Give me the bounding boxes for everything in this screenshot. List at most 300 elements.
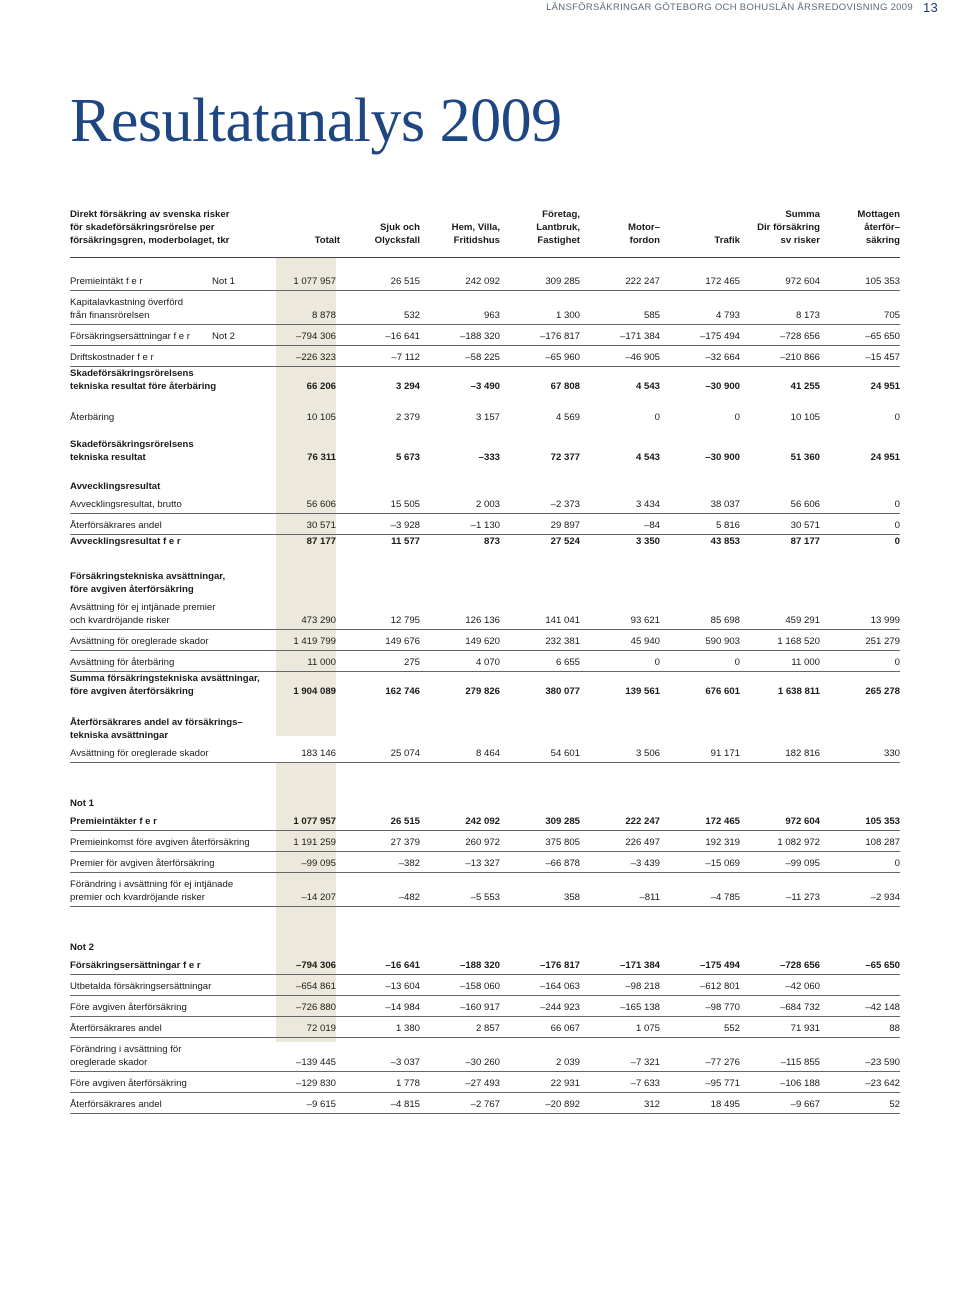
cell-summa: –42 060 (740, 975, 820, 996)
cell-summa: 10 105 (790, 412, 820, 423)
table-row (70, 672, 900, 699)
cell-totalt: –794 306 (276, 325, 340, 346)
cell-mottagen: 0 (820, 651, 900, 672)
cell-summa: –728 656 (740, 325, 820, 346)
cell-foretag: –244 923 (500, 996, 580, 1017)
cell-foretag: 67 808 (550, 381, 580, 392)
cell-totalt: –129 830 (276, 1072, 340, 1093)
cell-hem-villa-fritidshus: 279 826 (465, 686, 500, 697)
table-row (70, 291, 900, 325)
cell-trafik: –77 276 (660, 1038, 740, 1072)
cell-sjuk-och-olycksfall: –3 928 (340, 514, 420, 535)
cell-summa: –11 273 (740, 873, 820, 907)
cell-sjuk-och-olycksfall: 15 505 (340, 493, 420, 514)
cell-sjuk-och-olycksfall: 5 673 (395, 452, 420, 463)
cell-totalt: 66 206 (306, 381, 336, 392)
cell-sjuk-och-olycksfall: –13 604 (340, 975, 420, 996)
row-label: Återförsäkrares andel av försäkrings– tekniska avsättningar (70, 717, 243, 741)
cell-foretag: 309 285 (500, 810, 580, 831)
row-label: Avsättning för återbäring (70, 651, 276, 672)
cell-hem-villa-fritidshus: –158 060 (420, 975, 500, 996)
cell-motorfordon: 226 497 (580, 831, 660, 852)
table-row (70, 270, 900, 291)
cell-summa: –106 188 (740, 1072, 820, 1093)
column-header-sjuk-och-olycksfall: Sjuk och Olycksfall (340, 208, 420, 258)
cell-sjuk-och-olycksfall: 2 379 (395, 412, 420, 423)
row-label: Not 1 (70, 798, 94, 809)
spacer-row (70, 548, 900, 570)
cell-summa: 182 816 (740, 742, 820, 763)
cell-totalt: 11 000 (276, 651, 340, 672)
cell-summa: 1 638 811 (777, 686, 820, 697)
row-label: Driftskostnader f e r (70, 346, 212, 367)
cell-mottagen: 330 (820, 742, 900, 763)
cell-hem-villa-fritidshus: –160 917 (420, 996, 500, 1017)
cell-mottagen: 13 999 (820, 596, 900, 630)
cell-mottagen: 0 (894, 536, 900, 547)
spacer-row (70, 424, 900, 438)
cell-totalt: –14 207 (276, 873, 340, 907)
cell-foretag: 141 041 (500, 596, 580, 630)
row-note (212, 291, 276, 325)
cell-foretag: 27 524 (550, 536, 580, 547)
row-note: Not 2 (212, 325, 276, 346)
cell-mottagen: –23 642 (820, 1072, 900, 1093)
row-label: Avvecklingsresultat f e r (70, 536, 181, 547)
table-row (70, 996, 900, 1017)
cell-hem-villa-fritidshus: –188 320 (420, 325, 500, 346)
row-label: Förändring i avsättning för oreglerade skador (70, 1038, 276, 1072)
table-row (70, 1093, 900, 1114)
table-row (70, 346, 900, 367)
cell-sjuk-och-olycksfall: –382 (340, 852, 420, 873)
cell-sjuk-och-olycksfall: –16 641 (340, 325, 420, 346)
cell-hem-villa-fritidshus: –30 260 (420, 1038, 500, 1072)
cell-trafik: 4 793 (660, 291, 740, 325)
cell-totalt: 56 606 (276, 493, 340, 514)
table-row (70, 367, 900, 394)
cell-motorfordon: –3 439 (580, 852, 660, 873)
column-header-summa: Summa Dir försäkring sv risker (740, 208, 820, 258)
cell-summa: 1 082 972 (740, 831, 820, 852)
cell-motorfordon: 3 434 (580, 493, 660, 514)
cell-summa: 71 931 (740, 1017, 820, 1038)
cell-summa: 51 360 (790, 452, 820, 463)
cell-totalt: 87 177 (306, 536, 336, 547)
cell-summa: 11 000 (740, 651, 820, 672)
table-row (70, 596, 900, 630)
cell-summa: 30 571 (740, 514, 820, 535)
cell-foretag: 2 039 (500, 1038, 580, 1072)
cell-summa: 41 255 (790, 381, 820, 392)
cell-motorfordon: 0 (654, 412, 660, 423)
cell-summa: 459 291 (740, 596, 820, 630)
cell-hem-villa-fritidshus: 8 464 (420, 742, 500, 763)
cell-totalt: –99 095 (276, 852, 340, 873)
row-label: Utbetalda försäkringsersättningar (70, 975, 276, 996)
cell-mottagen: –23 590 (820, 1038, 900, 1072)
cell-hem-villa-fritidshus: –1 130 (420, 514, 500, 535)
cell-trafik: –15 069 (660, 852, 740, 873)
cell-mottagen: 88 (820, 1017, 900, 1038)
cell-foretag: 54 601 (500, 742, 580, 763)
cell-motorfordon: 0 (580, 651, 660, 672)
cell-totalt: 76 311 (307, 452, 336, 463)
cell-trafik: 43 853 (710, 536, 740, 547)
cell-sjuk-och-olycksfall: 12 795 (340, 596, 420, 630)
cell-motorfordon: –811 (580, 873, 660, 907)
cell-hem-villa-fritidshus: –58 225 (420, 346, 500, 367)
cell-motorfordon: –98 218 (580, 975, 660, 996)
cell-foretag: 358 (500, 873, 580, 907)
cell-mottagen: 251 279 (820, 630, 900, 651)
cell-hem-villa-fritidshus: 963 (420, 291, 500, 325)
cell-foretag: 309 285 (500, 270, 580, 291)
cell-hem-villa-fritidshus: 126 136 (420, 596, 500, 630)
cell-hem-villa-fritidshus: 2 003 (420, 493, 500, 514)
cell-mottagen: 0 (894, 412, 900, 423)
cell-sjuk-och-olycksfall: 26 515 (340, 810, 420, 831)
section-heading-row (70, 570, 900, 596)
cell-mottagen: 108 287 (820, 831, 900, 852)
cell-sjuk-och-olycksfall: 1 778 (340, 1072, 420, 1093)
cell-trafik: 85 698 (660, 596, 740, 630)
cell-foretag: 375 805 (500, 831, 580, 852)
column-header-hem-villa-fritidshus: Hem, Villa, Fritidshus (420, 208, 500, 258)
cell-motorfordon: 4 543 (635, 381, 660, 392)
cell-trafik: 18 495 (660, 1093, 740, 1114)
cell-trafik: 676 601 (705, 686, 740, 697)
cell-totalt: 1 419 799 (276, 630, 340, 651)
cell-motorfordon: 222 247 (580, 270, 660, 291)
cell-mottagen: 24 951 (870, 452, 900, 463)
cell-sjuk-och-olycksfall: 162 746 (385, 686, 420, 697)
page-number: 13 (922, 0, 938, 15)
cell-trafik: –30 900 (705, 381, 740, 392)
cell-motorfordon: 312 (580, 1093, 660, 1114)
spacer-row (70, 393, 900, 407)
row-label: Avsättning för oreglerade skador (70, 742, 276, 763)
row-label: Premieinkomst före avgiven återförsäkring (70, 831, 276, 852)
cell-trafik: –95 771 (660, 1072, 740, 1093)
cell-motorfordon: 222 247 (580, 810, 660, 831)
cell-sjuk-och-olycksfall: 27 379 (340, 831, 420, 852)
table-row (70, 535, 900, 549)
cell-mottagen: 0 (820, 852, 900, 873)
cell-totalt: 72 019 (276, 1017, 340, 1038)
row-note (212, 407, 276, 424)
cell-hem-villa-fritidshus: –27 493 (420, 1072, 500, 1093)
row-label: Återbäring (70, 412, 115, 423)
cell-trafik: 0 (734, 412, 740, 423)
row-label: Premieintäkter f e r (70, 810, 276, 831)
cell-mottagen: 105 353 (820, 270, 900, 291)
cell-trafik: –612 801 (660, 975, 740, 996)
spacer-row (70, 464, 900, 480)
row-note (212, 346, 276, 367)
cell-trafik: 172 465 (660, 810, 740, 831)
table-row (70, 1038, 900, 1072)
cell-sjuk-och-olycksfall: –14 984 (340, 996, 420, 1017)
cell-summa: –210 866 (740, 346, 820, 367)
table-row (70, 438, 900, 464)
cell-sjuk-och-olycksfall: 11 577 (391, 536, 420, 547)
cell-summa: 56 606 (740, 493, 820, 514)
table-row (70, 514, 900, 535)
cell-foretag: 72 377 (550, 452, 580, 463)
cell-trafik: –30 900 (705, 452, 740, 463)
cell-trafik: 192 319 (660, 831, 740, 852)
table-row (70, 975, 900, 996)
column-header-trafik: Trafik (660, 208, 740, 258)
cell-trafik: –4 785 (660, 873, 740, 907)
cell-trafik: –175 494 (660, 325, 740, 346)
row-label: Återförsäkrares andel (70, 1093, 276, 1114)
cell-foretag: –176 817 (500, 954, 580, 975)
cell-sjuk-och-olycksfall: 25 074 (340, 742, 420, 763)
result-analysis-table (70, 208, 900, 1114)
table-row (70, 493, 900, 514)
cell-motorfordon: –84 (580, 514, 660, 535)
cell-trafik: –98 770 (660, 996, 740, 1017)
cell-motorfordon: –171 384 (580, 325, 660, 346)
cell-motorfordon: 139 561 (625, 686, 660, 697)
cell-summa: 8 173 (740, 291, 820, 325)
cell-foretag: –66 878 (500, 852, 580, 873)
table-row (70, 1072, 900, 1093)
row-label: Premieintäkt f e r (70, 270, 212, 291)
cell-foretag: 29 897 (500, 514, 580, 535)
cell-hem-villa-fritidshus: –188 320 (420, 954, 500, 975)
cell-mottagen: –2 934 (820, 873, 900, 907)
row-label: Förändring i avsättning för ej intjänade premier och kvardröjande risker (70, 873, 276, 907)
cell-hem-villa-fritidshus: –3 490 (470, 381, 500, 392)
cell-sjuk-och-olycksfall: –7 112 (340, 346, 420, 367)
cell-sjuk-och-olycksfall: –16 641 (340, 954, 420, 975)
cell-sjuk-och-olycksfall: 26 515 (340, 270, 420, 291)
cell-hem-villa-fritidshus: 3 157 (475, 412, 500, 423)
row-label: Försäkringstekniska avsättningar, före avgiven återförsäkring (70, 571, 226, 595)
cell-trafik: 172 465 (660, 270, 740, 291)
cell-sjuk-och-olycksfall: –3 037 (340, 1038, 420, 1072)
cell-foretag: 1 300 (500, 291, 580, 325)
cell-totalt: –139 445 (276, 1038, 340, 1072)
table-row (70, 810, 900, 831)
cell-summa: –99 095 (740, 852, 820, 873)
row-label: Skadeförsäkringsrörelsens tekniska resultat före återbäring (70, 368, 217, 392)
row-label: Återförsäkrares andel (70, 514, 276, 535)
cell-sjuk-och-olycksfall: 1 380 (340, 1017, 420, 1038)
cell-mottagen: –42 148 (820, 996, 900, 1017)
cell-summa: –684 732 (740, 996, 820, 1017)
table-row (70, 954, 900, 975)
running-header (546, 0, 938, 14)
cell-motorfordon: 585 (580, 291, 660, 325)
row-label: Skadeförsäkringsrörelsens tekniska resultat (70, 439, 194, 463)
cell-sjuk-och-olycksfall: 275 (340, 651, 420, 672)
cell-totalt: –654 861 (276, 975, 340, 996)
cell-totalt: –226 323 (276, 346, 340, 367)
spacer-row (70, 258, 900, 271)
cell-trafik: 91 171 (660, 742, 740, 763)
column-header-foretag: Företag, Lantbruk, Fastighet (500, 208, 580, 258)
cell-totalt: 1 077 957 (276, 810, 340, 831)
column-header-mottagen: Mottagen återför– säkring (820, 208, 900, 258)
cell-foretag: 4 569 (555, 412, 580, 423)
row-label: Försäkringsersättningar f e r (70, 325, 212, 346)
cell-totalt: 183 146 (276, 742, 340, 763)
cell-mottagen: 105 353 (820, 810, 900, 831)
cell-foretag: 380 077 (545, 686, 580, 697)
row-label: Avsättning för ej intjänade premier och kvardröjande risker (70, 596, 276, 630)
cell-foretag: –176 817 (500, 325, 580, 346)
cell-summa: 87 177 (790, 536, 820, 547)
running-title: LÄNSFÖRSÄKRINGAR GÖTEBORG OCH BOHUSLÄN ÅRSREDOVISNING 2009 (546, 1, 913, 13)
cell-summa: 972 604 (740, 810, 820, 831)
cell-motorfordon: –46 905 (580, 346, 660, 367)
cell-totalt: 1 191 259 (276, 831, 340, 852)
cell-motorfordon: 93 621 (580, 596, 660, 630)
cell-foretag: –2 373 (500, 493, 580, 514)
cell-hem-villa-fritidshus: 149 620 (420, 630, 500, 651)
column-header-totalt: Totalt (276, 208, 340, 258)
cell-mottagen: 52 (820, 1093, 900, 1114)
table-row (70, 325, 900, 346)
row-label: Avsättning för oreglerade skador (70, 630, 276, 651)
section-heading-row (70, 480, 900, 493)
cell-totalt: 473 290 (276, 596, 340, 630)
cell-mottagen: –15 457 (820, 346, 900, 367)
cell-mottagen: 705 (820, 291, 900, 325)
cell-trafik: 38 037 (660, 493, 740, 514)
table-row (70, 852, 900, 873)
row-label: Summa försäkringstekniska avsättningar, före avgiven återförsäkring (70, 673, 260, 697)
cell-foretag: –164 063 (500, 975, 580, 996)
cell-totalt: 1 077 957 (276, 270, 340, 291)
cell-motorfordon: –7 633 (580, 1072, 660, 1093)
cell-foretag: 66 067 (500, 1017, 580, 1038)
cell-trafik: 0 (660, 651, 740, 672)
table-row (70, 630, 900, 651)
cell-trafik: 552 (660, 1017, 740, 1038)
cell-motorfordon: 4 543 (635, 452, 660, 463)
table-row (70, 407, 900, 424)
row-note (212, 438, 276, 464)
row-label: Återförsäkrares andel (70, 1017, 276, 1038)
cell-sjuk-och-olycksfall: 149 676 (340, 630, 420, 651)
row-label: Not 2 (70, 942, 94, 953)
cell-hem-villa-fritidshus: –5 553 (420, 873, 500, 907)
table-row (70, 873, 900, 907)
cell-totalt: –794 306 (276, 954, 340, 975)
cell-hem-villa-fritidshus: 2 857 (420, 1017, 500, 1038)
row-label: Före avgiven återförsäkring (70, 996, 276, 1017)
cell-foretag: 232 381 (500, 630, 580, 651)
cell-summa: 972 604 (740, 270, 820, 291)
cell-summa: –728 656 (740, 954, 820, 975)
cell-mottagen: 0 (820, 493, 900, 514)
cell-summa: –115 855 (740, 1038, 820, 1072)
cell-hem-villa-fritidshus: –2 767 (420, 1093, 500, 1114)
row-label: Före avgiven återförsäkring (70, 1072, 276, 1093)
cell-motorfordon: 3 506 (580, 742, 660, 763)
cell-foretag: –20 892 (500, 1093, 580, 1114)
cell-foretag: 6 655 (500, 651, 580, 672)
cell-hem-villa-fritidshus: 242 092 (420, 270, 500, 291)
cell-motorfordon: –171 384 (580, 954, 660, 975)
cell-summa: –9 667 (740, 1093, 820, 1114)
table-row (70, 831, 900, 852)
cell-totalt: –9 615 (276, 1093, 340, 1114)
cell-mottagen: –65 650 (820, 325, 900, 346)
cell-mottagen (820, 975, 900, 996)
cell-mottagen: 24 951 (870, 381, 900, 392)
cell-motorfordon: –165 138 (580, 996, 660, 1017)
cell-hem-villa-fritidshus: 242 092 (420, 810, 500, 831)
table-row (70, 651, 900, 672)
row-label: Avvecklingsresultat (70, 481, 161, 492)
column-header-motorfordon: Motor– fordon (580, 208, 660, 258)
spacer-row (70, 907, 900, 942)
cell-summa: 1 168 520 (740, 630, 820, 651)
cell-totalt: –726 880 (276, 996, 340, 1017)
spacer-row (70, 698, 900, 716)
cell-sjuk-och-olycksfall: 532 (340, 291, 420, 325)
cell-motorfordon: 3 350 (635, 536, 660, 547)
cell-sjuk-och-olycksfall: –4 815 (340, 1093, 420, 1114)
cell-totalt: 1 904 089 (293, 686, 336, 697)
table-row (70, 742, 900, 763)
cell-motorfordon: 1 075 (580, 1017, 660, 1038)
row-note (212, 367, 276, 394)
cell-hem-villa-fritidshus: 873 (483, 536, 500, 547)
cell-foretag: –65 960 (500, 346, 580, 367)
section-heading-row (70, 797, 900, 810)
spacer-row (70, 763, 900, 798)
cell-hem-villa-fritidshus: 4 070 (420, 651, 500, 672)
cell-mottagen: 265 278 (865, 686, 900, 697)
cell-hem-villa-fritidshus: –333 (478, 452, 500, 463)
row-label: Försäkringsersättningar f e r (70, 954, 276, 975)
cell-motorfordon: 45 940 (580, 630, 660, 651)
cell-foretag: 22 931 (500, 1072, 580, 1093)
cell-hem-villa-fritidshus: –13 327 (420, 852, 500, 873)
page-title: Resultatanalys 2009 (70, 87, 562, 155)
row-label: Premier för avgiven återförsäkring (70, 852, 276, 873)
cell-totalt: 8 878 (276, 291, 340, 325)
cell-sjuk-och-olycksfall: –482 (340, 873, 420, 907)
cell-motorfordon: –7 321 (580, 1038, 660, 1072)
column-header-description: Direkt försäkring av svenska risker för skadeförsäkringsrörelse per försäkringsgren, moderbolaget, tkr (70, 208, 276, 258)
table-header-row (70, 208, 900, 258)
cell-sjuk-och-olycksfall: 3 294 (395, 381, 420, 392)
cell-trafik: –32 664 (660, 346, 740, 367)
cell-trafik: –175 494 (660, 954, 740, 975)
cell-totalt: 30 571 (276, 514, 340, 535)
section-heading-row (70, 941, 900, 954)
row-label: Kapitalavkastning överförd från finansrörelsen (70, 291, 212, 325)
cell-hem-villa-fritidshus: 260 972 (420, 831, 500, 852)
row-label: Avvecklingsresultat, brutto (70, 493, 276, 514)
table-row (70, 1017, 900, 1038)
cell-totalt: 10 105 (306, 412, 336, 423)
cell-mottagen: –65 650 (820, 954, 900, 975)
cell-trafik: 590 903 (660, 630, 740, 651)
cell-mottagen: 0 (820, 514, 900, 535)
row-note: Not 1 (212, 270, 276, 291)
cell-trafik: 5 816 (660, 514, 740, 535)
section-heading-row (70, 716, 900, 742)
